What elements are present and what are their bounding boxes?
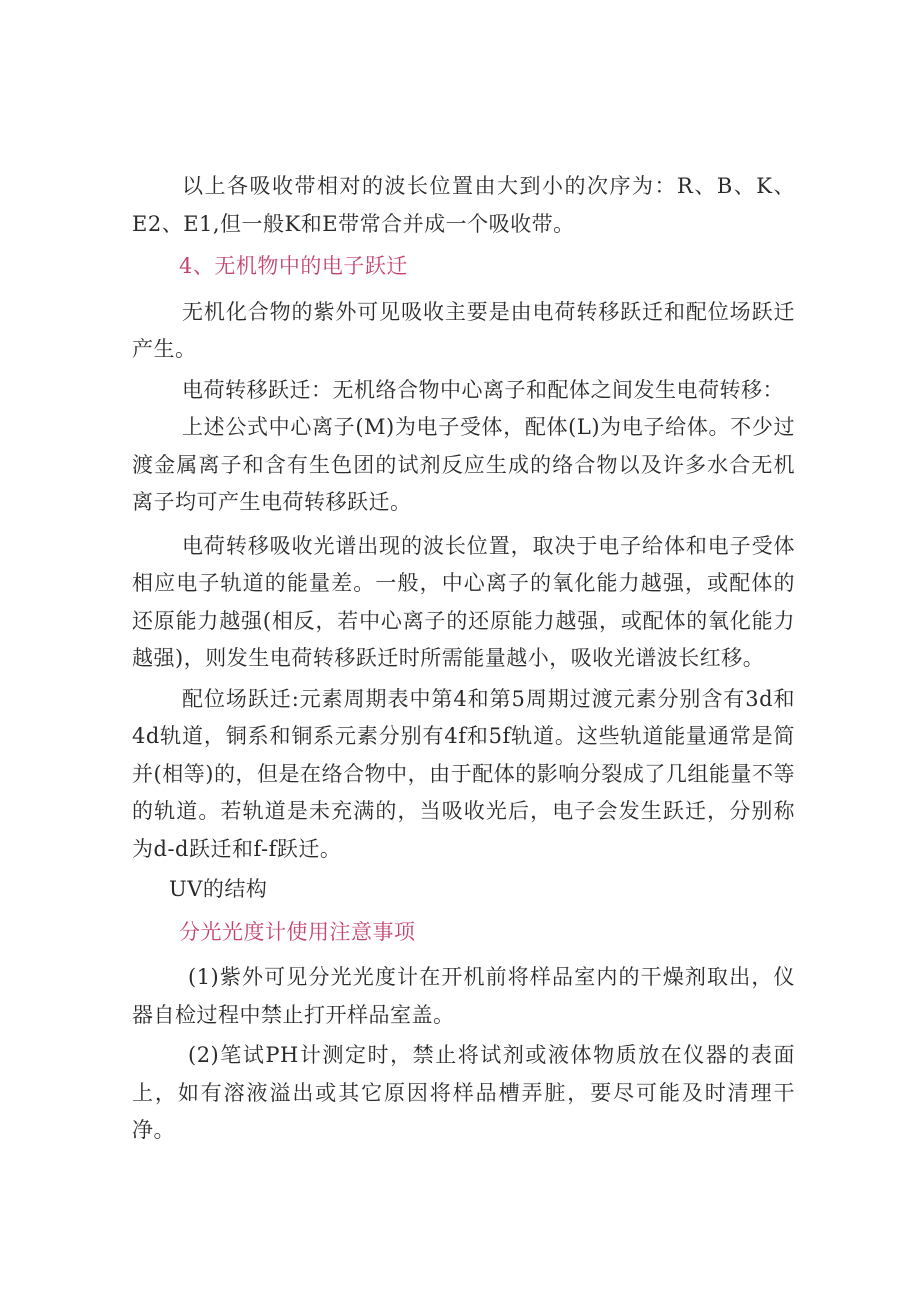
paragraph-uv-structure: UV的结构 [169,877,268,901]
list-item-note-1: (1)紫外可见分光光度计在开机前将样品室内的干燥剂取出，仪器自检过程中禁止打开样品室盖。 [132,965,795,1027]
section-heading-spectrophotometer-notes: 分光光度计使用注意事项 [179,919,416,944]
section-heading-inorganic-transitions: 4、无机物中的电子跃迁 [179,254,408,278]
paragraph-inorganic-uv-absorption: 无机化合物的紫外可见吸收主要是由电荷转移跃迁和配位场跃迁产生。 [132,299,795,361]
paragraph-charge-transfer-formula: 上述公式中心离子(M)为电子受体，配体(L)为电子给体。不少过渡金属离子和含有生色团的试剂反应生成的络合物以及许多水合无机离子均可产生电荷转移跃迁。 [132,415,795,514]
paragraph-charge-transfer-wavelength: 电荷转移吸收光谱出现的波长位置，取决于电子给体和电子受体相应电子轨道的能量差。一般，中心离子的氧化能力越强，或配体的还原能力越强(相反，若中心离子的还原能力越强，或配体的氧化能力越强)，则发生电荷转移跃迁时所需能量越小，吸收光谱波长红移。 [132,533,795,670]
document-body [132,168,795,1150]
paragraph-absorption-band-order: 以上各吸收带相对的波长位置由大到小的次序为：R、B、K、E2、E1,但一般K和E带常合并成一个吸收带。 [132,174,795,236]
paragraph-ligand-field-transition: 配位场跃迁:元素周期表中第4和第5周期过渡元素分别含有3d和4d轨道，铜系和铜系元素分别有4f和5f轨道。这些轨道能量通常是简并(相等)的，但是在络合物中，由于配体的影响分裂成了几组能量不等的轨道。若轨道是未充满的，当吸收光后，电子会发生跃迁，分别称为d-d跃迁和f-f跃迁。 [132,686,795,861]
list-item-note-2: (2)笔试PH计测定时，禁止将试剂或液体物质放在仪器的表面上，如有溶液溢出或其它原因将样品槽弄脏，要尽可能及时清理干净。 [132,1043,795,1142]
paragraph-charge-transfer-intro: 电荷转移跃迁：无机络合物中心离子和配体之间发生电荷转移： [182,377,784,402]
